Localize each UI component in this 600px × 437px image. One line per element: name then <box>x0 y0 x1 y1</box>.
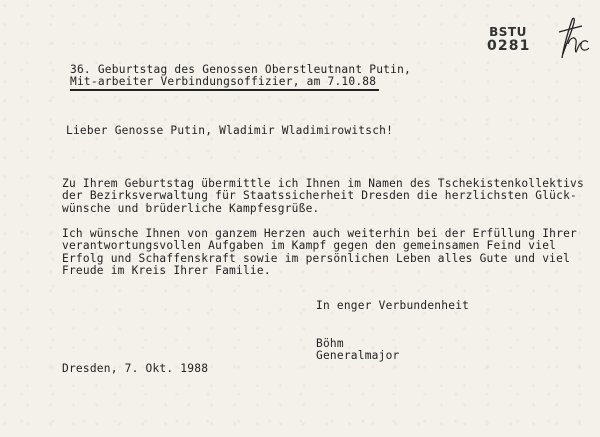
paragraph-2-line-3: Erfolg und Schaffenskraft sowie im persönlichen Leben alles Gute und viel <box>62 252 571 265</box>
sender-name: Böhm <box>316 337 344 350</box>
paragraph-1-line-3: wünsche und brüderliche Kampfesgrüße. <box>62 202 320 215</box>
archive-stamp <box>487 26 529 54</box>
subject-line-1: 36. Geburtstag des Genossen Oberstleutnant Putin, <box>70 63 412 76</box>
paragraph-1-line-1: Zu Ihrem Geburtstag übermittle ich Ihnen im Namen des Tschekistenkollektivs <box>62 177 584 190</box>
salutation: Lieber Genosse Putin, Wladimir Wladimirowitsch! <box>66 124 394 137</box>
handwritten-signature <box>554 14 592 64</box>
place-and-date: Dresden, 7. Okt. 1988 <box>62 362 209 375</box>
paragraph-2-line-2: verantwortungsvollen Aufgaben im Kampf gegen den gemeinsamen Feind viel <box>62 239 557 252</box>
paragraph-2-line-1: Ich wünsche Ihnen von ganzem Herzen auch weiterhin bei der Erfüllung Ihrer <box>62 227 577 240</box>
subject-underline <box>70 89 379 91</box>
sender-rank: Generalmajor <box>316 349 400 362</box>
archive-stamp-number: 0281 <box>487 38 531 54</box>
archive-stamp-label: BSTU <box>489 25 527 39</box>
paragraph-2-line-4: Freude im Kreis Ihrer Familie. <box>62 264 271 277</box>
paragraph-1-line-2: der Bezirksverwaltung für Staatssicherheit Dresden die herzlichsten Glück- <box>62 189 577 202</box>
closing-phrase: In enger Verbundenheit <box>316 299 470 312</box>
subject-line-2: Mit-arbeiter Verbindungsoffizier, am 7.10.88 <box>70 75 377 88</box>
